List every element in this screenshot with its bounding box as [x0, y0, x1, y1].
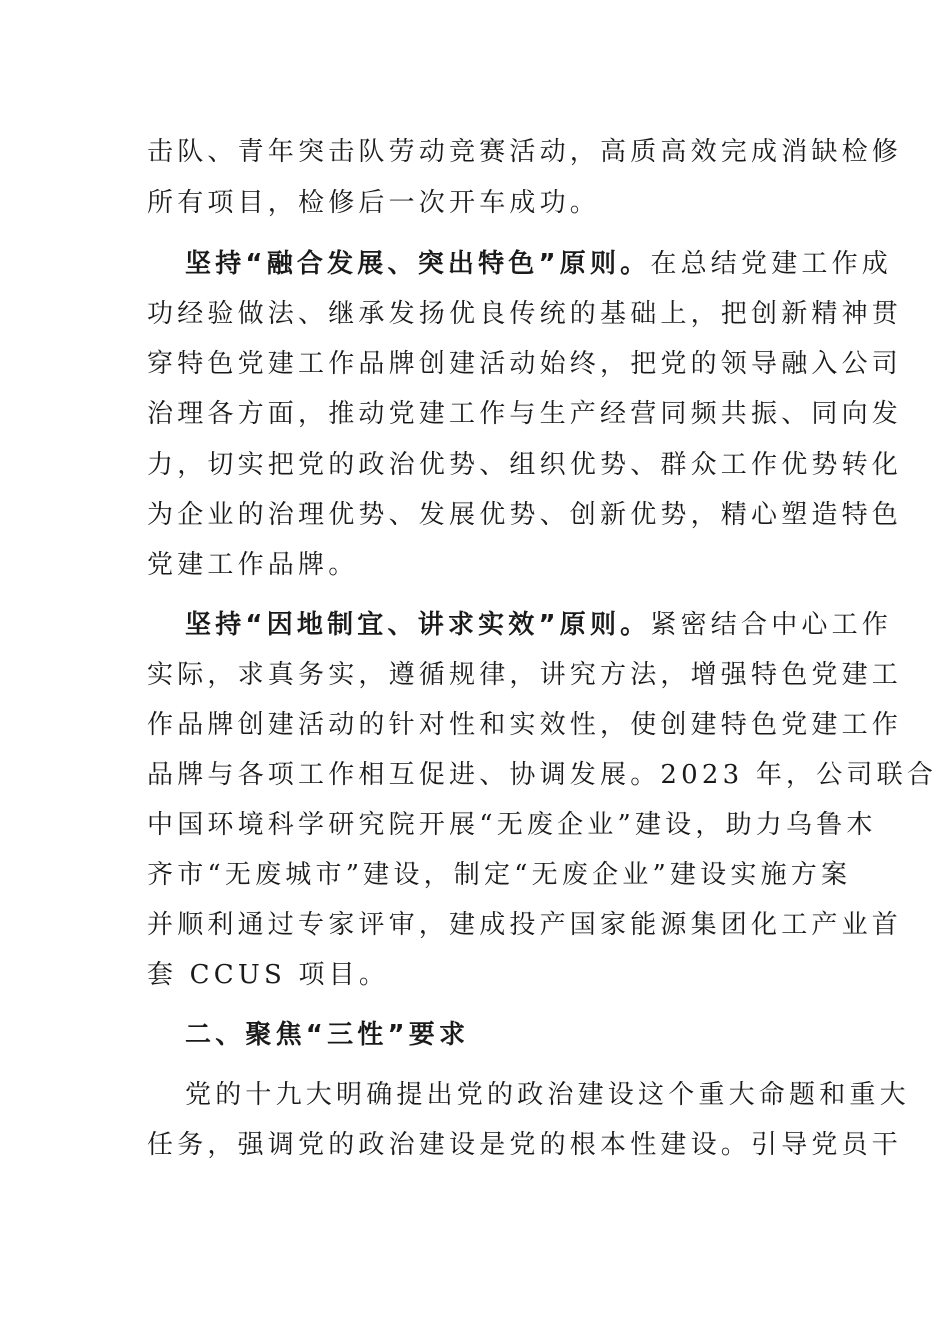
paragraph-line: 治理各方面，推动党建工作与生产经营同频共振、同向发 — [147, 399, 903, 429]
paragraph-line: 为企业的治理优势、发展优势、创新优势，精心塑造特色 — [147, 500, 903, 530]
paragraph-line: 齐市“无废城市”建设，制定“无废企业”建设实施方案 — [147, 860, 852, 890]
paragraph-line: 力，切实把党的政治优势、组织优势、群众工作优势转化 — [147, 450, 903, 480]
paragraph-line: 任务，强调党的政治建设是党的根本性建设。引导党员干 — [147, 1130, 903, 1160]
lead-rest: 在总结党建工作成 — [650, 249, 892, 279]
bold-lead: 坚持“融合发展、突出特色”原则。 — [185, 249, 651, 279]
lead-rest: 紧密结合中心工作 — [650, 610, 892, 640]
section-heading: 二、聚焦“三性”要求 — [185, 1020, 470, 1050]
paragraph-first-line — [185, 610, 892, 640]
paragraph-line: 党建工作品牌。 — [147, 550, 359, 580]
paragraph-line: 中国环境科学研究院开展“无废企业”建设，助力乌鲁木 — [147, 810, 877, 840]
paragraph-first-line — [185, 249, 892, 279]
paragraph-first-line: 党的十九大明确提出党的政治建设这个重大命题和重大 — [185, 1080, 910, 1110]
paragraph-line: 实际，求真务实，遵循规律，讲究方法，增强特色党建工 — [147, 660, 903, 690]
paragraph-line: 功经验做法、继承发扬优良传统的基础上，把创新精神贯 — [147, 299, 903, 329]
paragraph-line: 击队、青年突击队劳动竞赛活动，高质高效完成消缺检修 — [147, 137, 903, 167]
paragraph-line: 穿特色党建工作品牌创建活动始终，把党的领导融入公司 — [147, 349, 903, 379]
bold-lead: 坚持“因地制宜、讲求实效”原则。 — [185, 610, 651, 640]
paragraph-line: 作品牌创建活动的针对性和实效性，使创建特色党建工作 — [147, 710, 903, 740]
paragraph-line: 套 CCUS 项目。 — [147, 960, 390, 990]
paragraph-line: 并顺利通过专家评审，建成投产国家能源集团化工产业首 — [147, 910, 903, 940]
paragraph-line: 所有项目，检修后一次开车成功。 — [147, 188, 601, 218]
paragraph-line: 品牌与各项工作相互促进、协调发展。2023 年，公司联合 — [147, 760, 938, 790]
